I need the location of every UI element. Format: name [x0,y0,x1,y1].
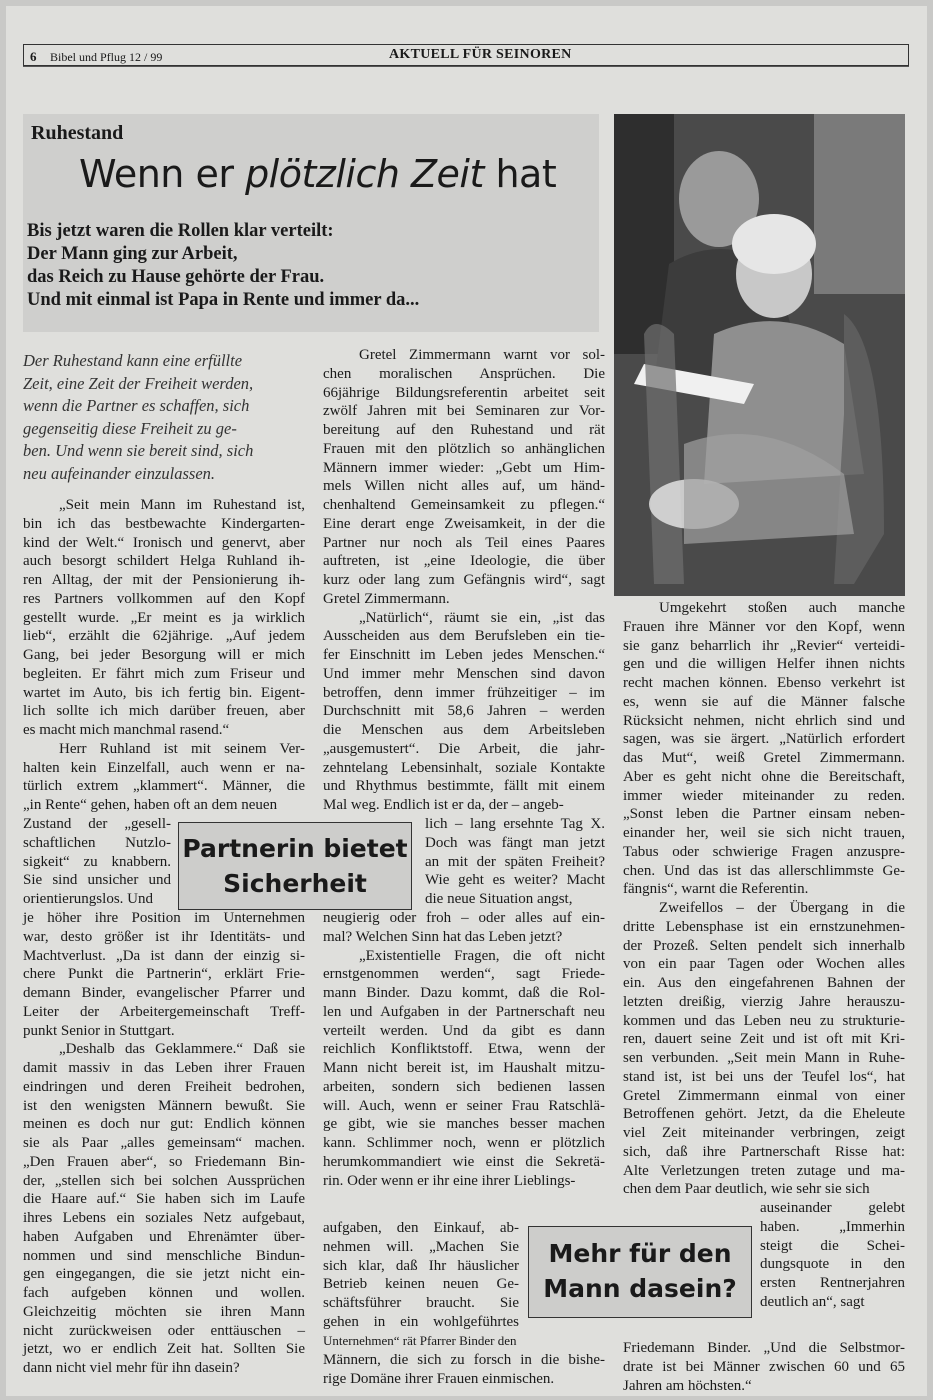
text-line: drate ist bei Männer zwischen 60 und 65 [623,1358,905,1375]
text-line: Rücksicht nehmen, nicht ehrlich sind und [623,712,905,729]
text-line: haben. „Immerhin [760,1218,905,1235]
text-line: Partner nur noch als Teil eines Paares [323,534,605,551]
text-line: viel Zeit miteinander verbringen, zeigt [623,1125,905,1141]
text-line: Machtverlust. „Da ist dann der einzig si- [23,947,305,964]
text-line: gen und die willigen Helfer ihnen nichts [623,656,905,673]
text-line: sen verbunden. „Seit mein Mann in Ruhe- [623,1050,905,1066]
text-line: die neue Situation angst, [425,891,573,907]
text-line: auftreten, ist „eine Ideologie, die über [323,553,605,570]
headline-part1: Wenn er [79,152,246,196]
text-line: kann. Schlimmer noch, wenn er plötzlich [323,1135,605,1151]
section-title: AKTUELL FÜR SEINOREN [389,47,572,62]
text-line: wartet im Auto, bis ich fertig bin. Eigent- [23,684,305,701]
deck-line: Der Mann ging zur Arbeit, [27,244,238,264]
text-line: nehmen will. „Machen Sie [323,1238,519,1255]
text-line: Und immer mehr Menschen sind davon [323,665,605,682]
text-line: sagen, was sie ärgert. „Natürlich erfordert [623,731,905,748]
text-line: Zustand der „gesell- [23,816,171,832]
text-line: dungsquote in den [760,1256,905,1273]
text-line: Doch was fängt man jetzt [425,834,605,851]
text-line: je höher ihre Position im Unternehmen [23,910,305,926]
text-line: ren, dauert seine Zeit und ist oft mit Kri- [623,1031,905,1048]
text-line: dann nicht viel mehr für ihn dasein? [23,1360,240,1376]
text-line: an mit der späten Freiheit? [425,853,605,870]
text-line: steigt die Schei- [760,1237,905,1254]
text-line: Männern, die sich zu forsch in die bishe- [323,1352,605,1368]
text-line: Durchschnitt mit 58,6 Jahren – werden [323,703,605,720]
text-line: sich, daß ihre Partnerschaft Risse hat: [623,1143,905,1160]
text-line: bin ich das bestbewachte Kindergarten- [23,515,305,532]
intro-line: wenn die Partner es schaffen, sich [23,396,250,415]
text-line: sich klar, daß Ihr häuslicher [323,1257,519,1274]
text-line: Alte Verletzungen treten zutage und ma- [623,1162,905,1179]
text-line: kommen und das Leben neu zu strukturie- [623,1012,905,1029]
text-line: Zweifellos – der Übergang in die [659,900,905,916]
pullquote-partnerin [178,822,412,910]
text-line: Gleichzeitig möchten sie ihren Mann [23,1303,305,1320]
text-line: ge gibt, wie sie manches besser machen [323,1116,605,1133]
column-2 [323,346,605,815]
text-line: sie ganz beharrlich ihr „Revier“ verteidi- [623,637,905,654]
text-line: schaftlichen Nutzlo- [23,834,171,851]
intro-line: gegenseitig diese Freiheit zu ge- [23,418,237,438]
text-line: zehntelang Lebensinhalt, soziale Kontakte [323,759,605,776]
text-line: dritte Lebensphase ist ein ernstzunehmen- [623,918,905,935]
text-line: die Menschen aus dem Arbeitsleben [323,722,605,738]
text-line: das Mut“, weiß Gretel Zimmermann. [623,750,905,766]
photo-illustration [614,114,905,596]
text-line: Herr Ruhland ist mit seinem Ver- [59,740,305,757]
text-line: chere Punkt die Partnerin“, erklärt Frie- [23,966,305,983]
text-line: die Haare auf.“ Sie haben sich im Laufe [23,1191,305,1208]
text-line: deutlich an“, sagt [760,1293,865,1310]
column-3-end [623,1339,905,1395]
headline [79,152,556,196]
text-line: „Natürlich“, räumt sie ein, „ist das [359,609,605,626]
text-line: herumkommandiert wie einst die Sekretä- [323,1153,605,1170]
text-line: es, wenn sie auf die Männer falsche [623,693,905,710]
text-line: sigkeit“ zu knabbern. [23,853,171,870]
text-line: ernstgenommen werden“, sagt Friede- [323,966,605,983]
text-line: „Deshalb das Geklammere.“ Daß sie [59,1041,305,1058]
text-line: gen eingegangen, die sie jetzt nicht ein- [23,1266,305,1283]
text-line: rin. Oder wenn er ihr eine ihrer Lieblings- [323,1172,576,1189]
column-1-wrap [23,815,171,909]
text-line: eindringen und deren Freiheit bedrohen, [23,1078,305,1095]
deck [27,220,587,312]
text-line: der Prozeß. Selten pendelt sich innerhalb [623,937,905,954]
text-line: arbeiten, sondern sich bedienen lassen [323,1078,605,1095]
text-line: Betroffenen gehört. Jetzt, da die Eheleute [623,1106,905,1123]
text-line: chen moralischen Ansprüchen. Die [323,365,605,382]
text-line: Männern immer wieder: „Gebt um Him- [323,459,605,476]
text-line: ihres Lebens ein soziales Netz aufgebaut, [23,1210,305,1226]
intro-line: neu aufeinander einzulassen. [23,463,216,483]
text-line: es macht mich manchmal rasend.“ [23,722,230,738]
text-line: lich – lang ersehnte Tag X. [425,816,605,832]
text-line: gestellt wurde. „Er meint es ja wirklich [23,609,305,626]
text-line: ein. Aus den eingefahrenen Bahnen der [623,975,905,991]
column-2-wrap [425,815,605,909]
text-line: kind der Welt.“ Ironisch und genervt, aber [23,534,305,551]
column-2-continued [323,909,605,1190]
text-line: fer Einschnitt im Leben jedes Menschen.“ [323,647,605,663]
text-line: „ausgemustert“. Die Arbeit, die jahr- [323,740,605,757]
text-line: zwölf Jahren mit bei Seminaren zur Vor- [323,403,605,420]
magazine-issue: Bibel und Pflug 12 / 99 [50,50,163,64]
pullquote-line: Mann dasein? [543,1274,737,1303]
intro-line: ben. Und wenn sie bereit sind, sich [23,441,254,460]
text-line: stand ist, ist bei uns der Teufel los“, hat [623,1068,905,1085]
text-line: „Den Frauen aber“, so Friedemann Bin- [23,1153,305,1170]
text-line: jetzt, wo er endlich Zeit hat. Sollten Sie [23,1341,305,1358]
text-line: Friedemann Binder. „Und die Selbstmor- [623,1340,905,1356]
text-line: nicht zurückweisen oder enttäuschen – [23,1322,305,1339]
text-line: Ausscheiden aus dem Berufsleben ein tie- [323,628,605,645]
text-line: war, desto größer ist ihr Identitäts- und [23,928,305,945]
text-line: letzten dreißig, vierzig Jahre herauszu- [623,993,905,1010]
column-1-continued [23,909,305,1378]
text-line: Gretel Zimmermann. [323,590,450,607]
text-line: mal? Welchen Sinn hat das Leben jetzt? [323,928,563,945]
text-line: sie als Paar „alles gemeinsam“ machen. [23,1135,305,1151]
text-line: und Rhythmus bestimmte, fällt mit einem [323,778,605,795]
text-line: will. Auch, wenn er seiner Frau Ratschlä- [323,1097,605,1114]
pullquote-line: Sicherheit [223,869,367,898]
text-line: mann Binder. Dazu kommt, daß die Rol- [323,985,605,1001]
text-line: von ein paar Tagen oder Wochen alles [623,956,905,973]
deck-line: Und mit einmal ist Papa in Rente und immer da... [27,290,420,310]
text-line: fängnis“, warnt die Referentin. [623,881,809,898]
text-line: meinen es doch nur gut: Endlich können [23,1116,305,1133]
text-line: bereitung auf den Ruhestand und rät [323,422,605,438]
deck-line: Bis jetzt waren die Rollen klar verteilt: [27,221,334,241]
text-line: Frauen ihre Männer vor den Kopf, wenn [623,618,905,635]
text-line: lich sollte ich mich darüber freuen, aber [23,703,305,720]
text-line: Jahren am höchsten.“ [623,1377,752,1394]
text-line: „in Rente“ gehen, haben oft an dem neuen [23,797,278,813]
text-line: Gretel Zimmermann einmal von einer [623,1087,905,1104]
headline-emphasis: plötzlich Zeit [245,152,484,196]
text-line: „Seit mein Mann im Ruhestand ist, [59,497,305,513]
kicker: Ruhestand [31,122,124,144]
text-line: begleiten. Er fährt mich zum Friseur und [23,665,305,682]
text-line: gehen in ein wohlgeführtes [323,1313,519,1330]
pullquote-line: Mehr für den [548,1239,732,1268]
text-line: halten kein Einzelfall, auch wenn er na- [23,759,305,776]
text-line: Betrieb keinen neuen Ge- [323,1276,519,1293]
text-line: Tabus oder schwierige Fragen anzuspre- [623,843,905,860]
text-line: fach aufgeben können und wollen. [23,1285,305,1301]
text-line: 66jährige Bildungsreferentin arbeitet seit [323,384,605,401]
text-line: Unternehmen“ rät Pfarrer Binder den [323,1332,517,1348]
text-line: punkt Senior in Stuttgart. [23,1022,175,1039]
article-intro [23,350,305,485]
headline-part2: hat [483,152,557,196]
text-line: Leiter der Arbeitergemeinschaft Treff- [23,1003,305,1020]
column-3-wrap [760,1199,905,1312]
text-line: Gang, bei jeder Besorgung will er mich [23,647,305,663]
text-line: damit massiv in das Leben ihrer Frauen [23,1060,305,1076]
text-line: chen. Und das ist das allerschlimmste Ge- [623,862,905,879]
text-line: der, „stellen sich bei solchen Aussprüchen [23,1172,305,1189]
text-line: Umgekehrt stoßen auch manche [659,600,905,616]
text-line: immer wieder miteinander zu reden. [623,787,905,804]
text-line: chen dem Paar deutlich, wie sehr sie sich [623,1181,870,1198]
text-line: orientierungslos. Und [23,891,153,907]
text-line: Eine derart enge Zweisamkeit, in der die [323,515,605,532]
text-line: neugierig oder froh – oder alles auf ein- [323,910,605,926]
title-box [23,114,599,332]
text-line: demann Binder, evangelischer Pfarrer und [23,985,305,1001]
text-line: Mann nicht bereit ist, im Haushalt mitzu- [323,1060,605,1076]
text-line: einander her, weil sie sich nicht trauen, [623,825,905,841]
column-3 [623,599,905,1199]
column-2-wrap-2 [323,1219,519,1350]
page-header [23,44,909,66]
text-line: schäftsführer braucht. Sie [323,1295,519,1311]
text-line: Frauen mit den plötzlich so anhänglichen [323,440,605,457]
text-line: Wie geht es weiter? Macht [425,872,605,889]
text-line: „Sonst leben die Partner einsam neben- [623,806,905,823]
text-line: mels Willen nicht alles auf, um händ- [323,478,605,495]
photo-elderly-couple [614,114,905,596]
text-line: „Existentielle Fragen, die oft nicht [359,947,605,964]
intro-line: Zeit, eine Zeit der Freiheit werden, [23,373,254,393]
pullquote-line: Partnerin bietet [182,834,408,863]
text-line: betroffen, denn immer frühzeitiger – im [323,684,605,701]
deck-line: das Reich zu Hause gehörte der Frau. [27,267,325,287]
text-line: Mal weg. Endlich ist er da, der – angeb- [323,797,564,813]
text-line: ren Alltag, der mit der Pensionierung ih- [23,572,305,588]
text-line: Aber es geht nicht ohne die Bereitschaft, [623,768,905,785]
intro-line: Der Ruhestand kann eine erfüllte [23,351,243,370]
text-line: rige Domäne ihrer Frauen einmischen. [323,1370,555,1387]
text-line: Gretel Zimmermann warnt vor sol- [359,347,605,363]
header-rule [23,66,909,70]
text-line: lieb“, erzählt die 62jährige. „Auf jedem [23,628,305,645]
text-line: auch besorgt schildert Helga Ruhland ih- [23,553,305,570]
text-line: recht machen können. Ebenso verkehrt ist [623,675,905,691]
text-line: haben Aufgaben und Ehrenämter über- [23,1228,305,1245]
text-line: nommen und sind menschliche Bindun- [23,1247,305,1264]
text-line: ist den wenigsten Männern bewußt. Sie [23,1097,305,1114]
text-line: Sie sind unsicher und [23,872,171,889]
text-line: kurz oder lang zum Gefängnis wird“, sagt [323,572,605,588]
text-line: auseinander gelebt [760,1200,905,1216]
text-line: ersten Rentnerjahren [760,1275,905,1291]
text-line: reichlich Konfliktstoff. Etwa, wenn der [323,1041,605,1058]
page-number: 6 [30,49,37,64]
column-2-end [323,1351,605,1389]
column-1 [23,496,305,815]
text-line: verteilt werden. Und da gibt es dann [323,1022,605,1039]
pullquote-mehr [528,1226,752,1318]
text-line: aufgaben, den Einkauf, ab- [323,1220,519,1236]
text-line: len und Aufgaben in der Partnerschaft neu [323,1003,605,1020]
text-line: res Partners vollkommen auf den Kopf [23,590,305,607]
text-line: türlich extrem „klammert“. Männer, die [23,778,305,795]
text-line: chenhaltend Gemeinsamkeit zu pflegen.“ [323,497,605,513]
